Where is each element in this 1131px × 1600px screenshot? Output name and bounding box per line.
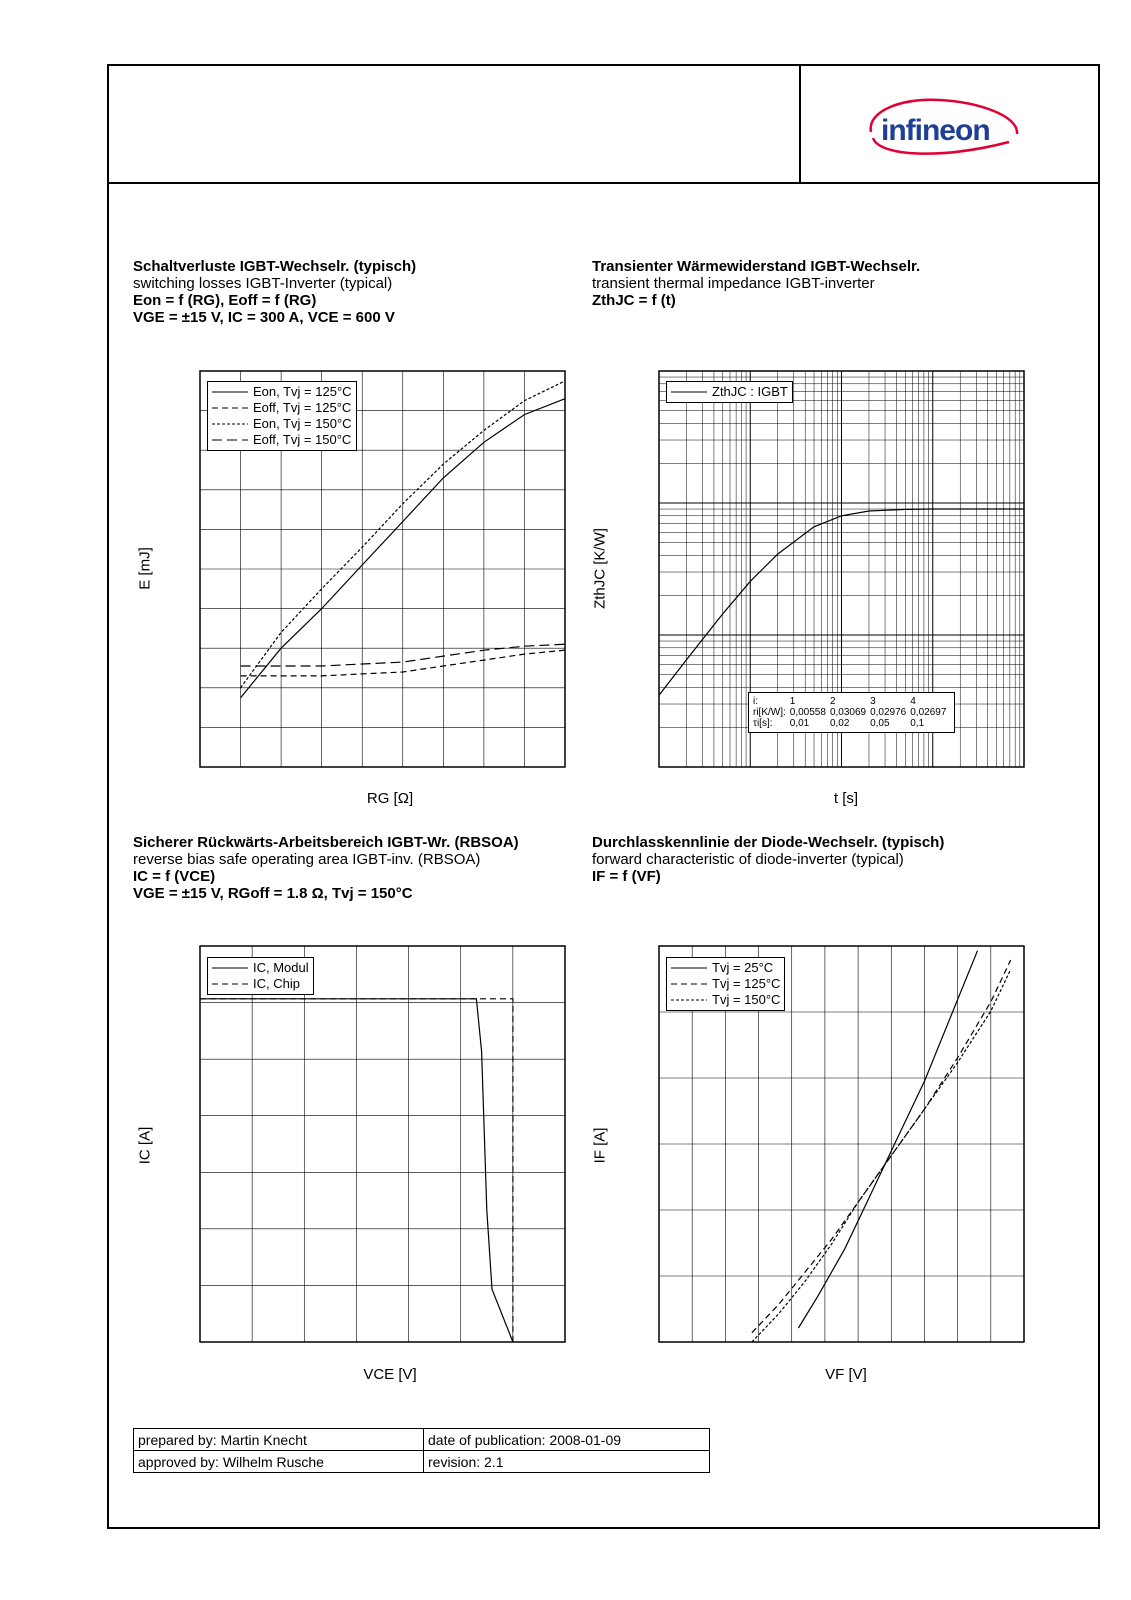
param-cell: 0,02976 <box>870 707 907 718</box>
svg-text:infineon: infineon <box>881 114 990 147</box>
chart2-param-table <box>748 692 955 733</box>
chart3-title-conditions: VGE = ±15 V, RGoff = 1.8 Ω, Tvj = 150°C <box>133 885 413 902</box>
legend-item <box>671 384 788 400</box>
chart2-title <box>592 258 920 309</box>
line-dashed-icon <box>212 981 248 987</box>
revision: revision: 2.1 <box>424 1451 710 1473</box>
footer-table <box>133 1428 710 1473</box>
legend-label: Eon, Tvj = 125°C <box>253 384 352 399</box>
chart3-plot <box>200 946 565 1342</box>
infineon-logo <box>859 94 1029 164</box>
chart1-title-de: Schaltverluste IGBT-Wechselr. (typisch) <box>133 258 417 275</box>
legend-label: Tvj = 125°C <box>712 976 781 991</box>
chart4-title-en: forward characteristic of diode-inverter (typical) <box>592 851 904 868</box>
line-dashed-icon <box>212 405 248 411</box>
chart1-title-en: switching losses IGBT-Inverter (typical) <box>133 275 393 292</box>
param-cell: 0,1 <box>910 718 925 729</box>
param-cell: 0,03069 <box>829 707 867 718</box>
chart4-legend <box>666 957 785 1011</box>
legend-label: IC, Chip <box>253 976 300 991</box>
series-line <box>752 969 1011 1342</box>
legend-item <box>212 384 352 400</box>
chart4-title-de: Durchlasskennlinie der Diode-Wechselr. (typisch) <box>592 834 945 851</box>
param-cell: 0,02 <box>829 718 850 729</box>
param-cell: 3 <box>870 696 876 707</box>
legend-label: Tvj = 150°C <box>712 992 781 1007</box>
line-solid-icon <box>671 965 707 971</box>
line-solid-icon <box>212 965 248 971</box>
line-longdash-icon <box>212 437 248 443</box>
param-row <box>753 696 950 707</box>
chart3-title-de: Sicherer Rückwärts-Arbeitsbereich IGBT-Wr. (RBSOA) <box>133 834 519 851</box>
param-cell: 0,02697 <box>910 707 947 718</box>
legend-item <box>671 976 780 992</box>
chart3-title-formula: IC = f (VCE) <box>133 868 216 885</box>
chart3-ylabel: IC [A] <box>136 1126 154 1165</box>
legend-item <box>212 976 309 992</box>
param-cell: 2 <box>829 696 836 707</box>
chart1-title-formula: Eon = f (RG), Eoff = f (RG) <box>133 292 317 309</box>
chart3-legend <box>207 957 314 995</box>
param-cell: 0,01 <box>789 718 810 729</box>
chart3-title <box>133 834 519 902</box>
chart1-xlabel: RG [Ω] <box>366 790 414 807</box>
param-row <box>753 718 950 729</box>
chart2-xlabel: t [s] <box>833 790 859 807</box>
header-divider <box>799 66 801 182</box>
approved-by: approved by: Wilhelm Rusche <box>134 1451 424 1473</box>
series-line <box>752 960 1011 1333</box>
chart1-legend <box>207 381 357 451</box>
series-line <box>798 951 977 1328</box>
legend-label: Tvj = 25°C <box>712 960 774 975</box>
param-cell: 1 <box>789 696 796 707</box>
line-solid-icon <box>212 389 248 395</box>
line-dashed-icon <box>671 981 707 987</box>
footer-row <box>134 1451 710 1473</box>
chart2-title-de: Transienter Wärmewiderstand IGBT-Wechselr. <box>592 258 921 275</box>
legend-label: Eoff, Tvj = 125°C <box>253 400 352 415</box>
chart3-xlabel: VCE [V] <box>363 1366 417 1383</box>
chart1-title <box>133 258 416 326</box>
param-cell: ri[K/W]: <box>753 707 786 718</box>
chart4-title-formula: IF = f (VF) <box>592 868 661 885</box>
chart2-ylabel: ZthJC [K/W] <box>591 528 609 609</box>
legend-label: ZthJC : IGBT <box>712 384 788 399</box>
param-cell: 0,00558 <box>789 707 826 718</box>
chart4-ylabel: IF [A] <box>591 1127 609 1164</box>
line-dotted-icon <box>212 421 248 427</box>
param-cell: 4 <box>910 696 916 707</box>
legend-item <box>671 960 780 976</box>
legend-label: IC, Modul <box>253 960 309 975</box>
legend-item <box>212 416 352 432</box>
legend-item <box>212 432 352 448</box>
chart2-title-formula: ZthJC = f (t) <box>592 292 676 309</box>
legend-label: Eon, Tvj = 150°C <box>253 416 352 431</box>
param-cell: τi[s]: <box>753 718 773 729</box>
chart4-xlabel: VF [V] <box>825 1366 867 1383</box>
chart3-title-en: reverse bias safe operating area IGBT-inv. (RBSOA) <box>133 851 481 868</box>
line-dotted-icon <box>671 997 707 1003</box>
chart2-title-en: transient thermal impedance IGBT-inverter <box>592 275 875 292</box>
line-solid-icon <box>671 389 707 395</box>
chart1-ylabel: E [mJ] <box>136 547 154 590</box>
legend-item <box>212 400 352 416</box>
param-row <box>753 707 950 718</box>
footer-row <box>134 1429 710 1451</box>
chart4-title <box>592 834 944 885</box>
publication-date: date of publication: 2008-01-09 <box>424 1429 710 1451</box>
legend-label: Eoff, Tvj = 150°C <box>253 432 352 447</box>
legend-item <box>212 960 309 976</box>
plot-border <box>200 946 565 1342</box>
param-cell: 0,05 <box>870 718 890 729</box>
grid <box>200 946 565 1342</box>
chart1-title-conditions: VGE = ±15 V, IC = 300 A, VCE = 600 V <box>133 309 395 326</box>
legend-item <box>671 992 780 1008</box>
header <box>109 66 1098 184</box>
prepared-by: prepared by: Martin Knecht <box>134 1429 424 1451</box>
chart2-legend <box>666 381 793 403</box>
param-cell: i: <box>753 696 758 707</box>
